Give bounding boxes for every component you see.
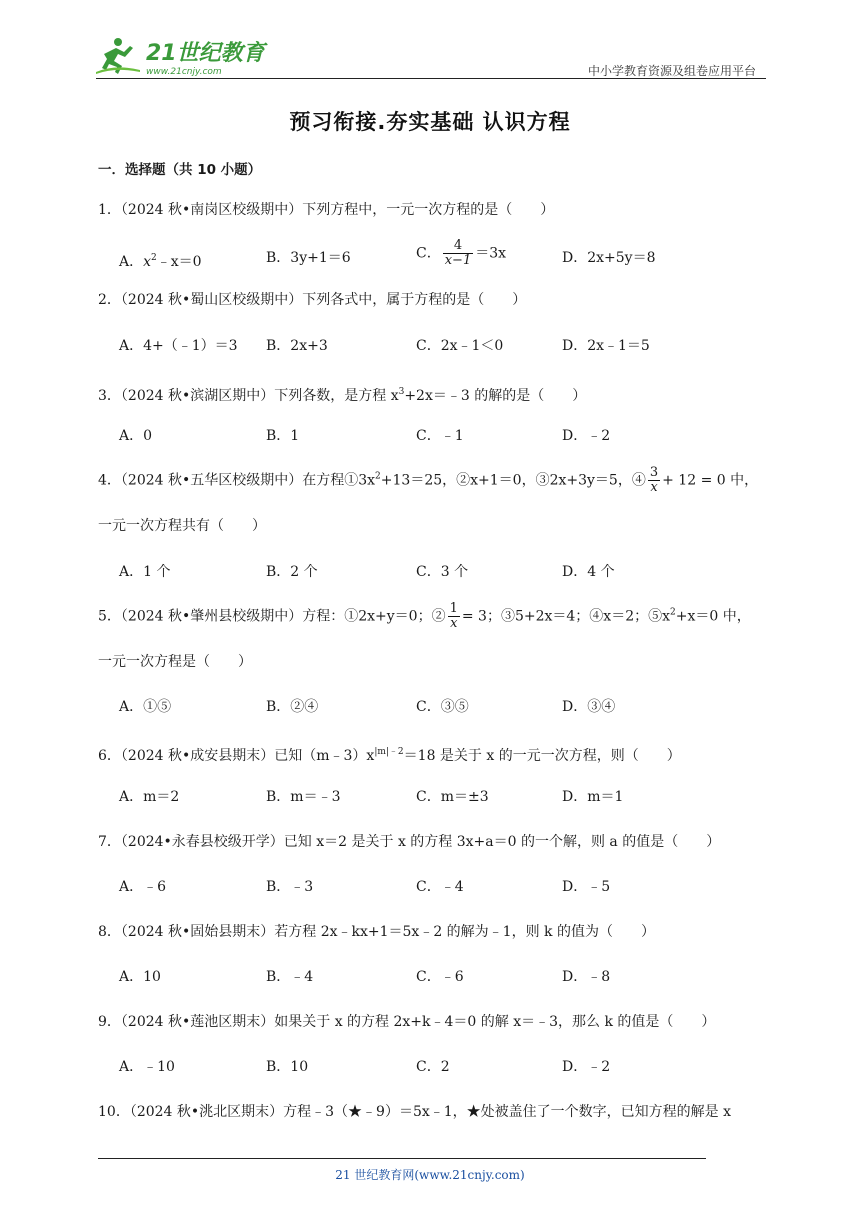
question-4-stem-line-2: 一元一次方程共有（ ） (98, 518, 266, 534)
question-1-option-a: A．$x^2﹣x=0$ (119, 253, 202, 270)
question-3-stem: 3．（2024 秋•滨湖区期中）下列各数，是方程 $x^3+2x=﹣3$ 的解的是（ ） (98, 387, 587, 404)
question-7-option-b: B．﹣3 (266, 879, 314, 895)
question-5-option-a: A．①⑤ (119, 699, 172, 715)
question-7-option-c: C．﹣4 (416, 879, 464, 895)
question-8-option-c: C．﹣6 (416, 969, 464, 985)
question-1-option-c: C． $\frac{4}{x-1}$ ＝3x (416, 238, 507, 268)
header-divider (96, 78, 766, 79)
question-8-stem: 8．（2024 秋•固始县期末）若方程 2x﹣kx+1＝5x﹣2 的解为﹣1，则 k 的值为（ ） (98, 924, 655, 940)
question-6-stem: 6．（2024 秋•成安县期末）已知$(m﹣3)x^{|m|﹣2}=18$ 是关于 x 的一元一次方程，则（ ） (98, 747, 681, 764)
question-5-option-b: B．②④ (266, 699, 319, 715)
question-4-option-a: A．1 个 (119, 564, 171, 580)
question-5-option-c: C．③⑤ (416, 699, 469, 715)
question-8-option-b: B．﹣4 (266, 969, 314, 985)
question-7-option-d: D．﹣5 (562, 879, 611, 895)
question-3-option-c: C．﹣1 (416, 428, 464, 444)
question-9-option-b: B．10 (266, 1059, 309, 1075)
question-3-option-a: A．0 (119, 428, 153, 444)
question-9-stem: 9．（2024 秋•莲池区期末）如果关于 x 的方程 2x+k﹣4＝0 的解 x＝﹣3，那么 k 的值是（ ） (98, 1014, 716, 1030)
question-1-option-b: B．3y+1＝6 (266, 250, 351, 266)
page-header (96, 34, 766, 80)
question-6-option-d: D．m＝1 (562, 789, 624, 805)
question-8-option-a: A．10 (119, 969, 161, 985)
question-1-option-d: D．2x+5y＝8 (562, 250, 656, 266)
question-8-option-d: D．﹣8 (562, 969, 611, 985)
footer-text: 21 世纪教育网(www.21cnjy.com) (335, 1168, 525, 1182)
question-2-stem: 2．（2024 秋•蜀山区校级期中）下列各式中，属于方程的是（ ） (98, 292, 527, 308)
question-2-option-a: A．4+（﹣1）＝3 (119, 338, 238, 354)
question-1-stem: 1．（2024 秋•南岗区校级期中）下列方程中，一元一次方程的是（ ） (98, 202, 555, 218)
question-4-stem: 4．（2024 秋•五华区校级期中）在方程$①3x^2+13=25$，②x+1＝0，③2x+3y＝5，④ $\frac{3}{x}$ + 12 = 0 中， (98, 465, 759, 495)
page-title: 预习衔接.夯实基础 认识方程 (289, 110, 571, 134)
question-3-option-d: D．﹣2 (562, 428, 611, 444)
question-4-option-d: D．4 个 (562, 564, 615, 580)
question-6-option-a: A．m＝2 (119, 789, 180, 805)
question-6-option-b: B．m＝﹣3 (266, 789, 341, 805)
question-5-stem: 5．（2024 秋•肇州县校级期中）方程：①2x+y＝0；② $\frac{1}{x}$ = 3；③5+2x＝4；④x＝2；$⑤x^2+x=0$ 中， (98, 601, 751, 631)
question-4-option-c: C．3 个 (416, 564, 469, 580)
question-2-option-d: D．2x﹣1＝5 (562, 338, 650, 354)
runner-icon (96, 38, 140, 74)
footer-divider (98, 1158, 706, 1159)
section-heading: 一．选择题（共 10 小题） (98, 162, 262, 178)
question-10-stem: 10．（2024 秋•洮北区期末）方程﹣3（★﹣9）＝5x﹣1，★处被盖住了一个数字，已知方程的解是 x (98, 1104, 732, 1120)
question-9-option-d: D．﹣2 (562, 1059, 611, 1075)
header-tagline: 中小学教育资源及组卷应用平台 (587, 64, 756, 78)
logo (96, 34, 276, 78)
logo-url: www.21cnjy.com (146, 67, 222, 77)
question-5-stem-line-2: 一元一次方程是（ ） (98, 654, 252, 670)
question-2-option-c: C．2x﹣1＜0 (416, 338, 504, 354)
question-9-option-a: A．﹣10 (119, 1059, 175, 1075)
question-9-option-c: C．2 (416, 1059, 450, 1075)
question-2-option-b: B．2x+3 (266, 338, 328, 354)
question-6-option-c: C．m＝±3 (416, 789, 489, 805)
question-7-stem: 7．（2024•永春县校级开学）已知 x＝2 是关于 x 的方程 3x+a＝0 的一个解，则 a 的值是（ ） (98, 834, 721, 850)
question-3-option-b: B．1 (266, 428, 300, 444)
question-7-option-a: A．﹣6 (119, 879, 167, 895)
question-5-option-d: D．③④ (562, 699, 616, 715)
question-4-option-b: B．2 个 (266, 564, 318, 580)
logo-text: 21世纪教育 (146, 41, 265, 66)
